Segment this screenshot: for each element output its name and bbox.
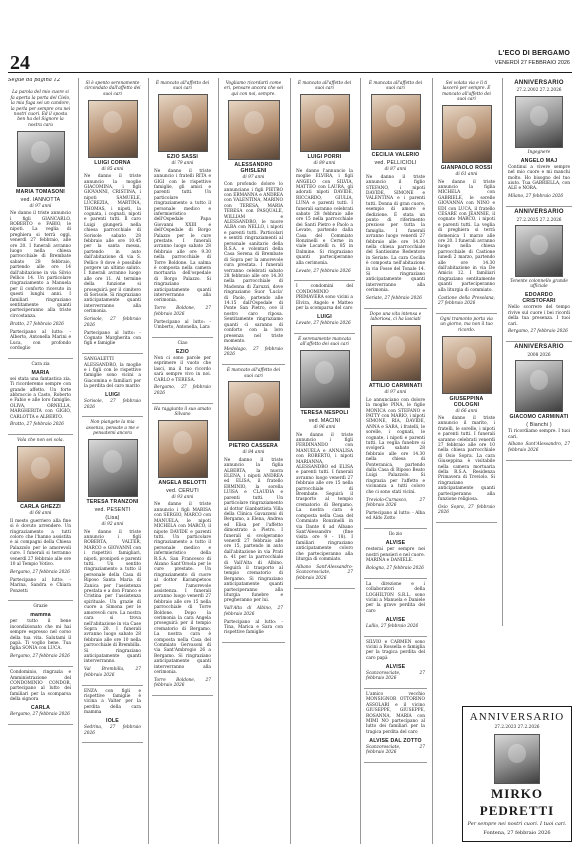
notice-text: resterai per sempre nei nostri pensieri e nel cuore. MARINA e DANIELE. [366,547,425,563]
notice-signature: Scanzorosciate, 27 febbraio 2026 [366,670,425,682]
notice-heading: È mancato all'affetto dei suoi cari [155,81,210,92]
notice-heading: Cara zia [31,361,50,367]
notice-heading: È mancato all'affetto dei suoi cari [226,368,281,379]
notice-signature: Sorisole, 27 febbraio 2026 [84,399,141,410]
anniversary-pedretti [462,706,572,842]
deceased-name: LUIGI CORNA [94,159,131,166]
notice-signature: Bologna, 27 febbraio 2026 [366,565,424,571]
notice-rossi [436,78,497,314]
deceased-age: di 89 anni [313,161,336,167]
notice-text: Ne danno il triste annuncio la moglie GIACOMINA, i figli GIOVANNI, CRISTINA, i nipoti SAMUELE, LUCREZIA, MARTINA, THOMAS, i nipoti, la cognata, i cognati, nipoti e parenti tutti. Il caro Luigi giungerà nella chiesa parrocchiale di Sorisole sabato 28 febbraio alle ore 10.45 per la santa messa, partendo in auto dall'abitazione di via S. Pellico 8 dove è possibile porgere un ultimo saluto. I funerali avranno luogo alle ore 11. Al termine della funzione si proseguirà per il cimitero di Sorisole. Si ringraziano anticipatamente quanti interverranno alla cerimonia. [84,174,141,315]
notice-zia-maria [8,359,73,436]
notice-ghezzi [8,435,73,601]
notice-heading: Grazie [33,604,48,610]
deceased-age: di 97 anni [384,390,407,396]
notice-participants: Partecipano al lutto: - Tina, Marica e Sara con rispettive famiglie [224,619,283,636]
deceased-name: ATTILIO CARMINATI [368,383,423,390]
anniversary-text: Per sempre nei nostri cuori. I tuoi cari. [467,821,567,827]
deceased-name: ANGELO MAJ [520,157,558,164]
deceased-maiden: ved. PELLICIOLI [374,160,417,167]
column-1 [8,78,76,844]
notice-text: Ne danno il triste annuncio i figli MARISA con SERGIO, MARCO con MANUELA, le nipoti MICHELA con MARCO, il nipote DAVIDE e parenti tutti. Un particolare ringraziamento a tutto il personale medico e infermieristico della R.S.A. San Francesco di Alzano Sant'Orsola per le cure prestate. Un ringraziamento di cuore al dottor Karampetsos per l'amorevole assistenza. I funerali avranno luogo venerdì 27 febbraio alle ore 15 nella parrocchiale di Torre Boldone. Dopo la cerimonia la cara Angela proseguirà per il tempio crematorio di Bergamo. La nostra cara è composta nella Casa del Commiato Gervasoni di via Sant'Ambrogio 26 a Bergamo. Si ringraziano anticipatamente quanti interverranno alla cerimonia. [154,502,211,676]
deceased-age: di 61 anni [455,172,478,178]
notice-silvio-carmen [364,637,427,689]
notice-sassi [152,78,213,338]
notice-ghisleni [222,78,285,365]
anniversary-title: ANNIVERSARIO [514,344,564,351]
deceased-maiden: ved. CERUTI [166,488,199,495]
notice-valerio [364,78,427,309]
notice-heading: Si è spento serenamente circondato dall'affetto dei suoi cari [84,81,141,97]
notice-enza [82,686,143,744]
deceased-name: GIUSEPPINA COLOGNI [449,395,484,408]
notice-text: Ne danno il triste annuncio il figlio STEFANO, i nipoti DAVIDE, SIMONE e VALENTINA e i parenti tutti. Donna di gran cuore, esempio di amore e dedizione. È stata un punto di riferimento prezioso per tutta la famiglia. I funerali avranno luogo venerdì 27 febbraio alle ore 14.30 nella chiesa parrocchiale del Santissimo Redentore in Seriate. La cara Cecilia è composta nell'abitazione in via Fosse del Tonale 14. Si ringraziano anticipatamente quanti interverranno alla cerimonia. [366,174,425,294]
header-rule [8,72,572,73]
deceased-name: EZIO [176,348,189,355]
notice-text: Ne danno il triste annuncio il marito, i fratelli, le sorelle, i nipoti e parenti tutti. I funerali saranno celebrati venerdì 27 febbraio alle ore 10 nella chiesa parrocchiale di Osio Sopra. La cara Giuseppina è visitabile nella camera mortuaria della R.S.A. Residenza Primavera di Treviolo. Si ringraziano anticipatamente quanti parteciperanno alla funzione religiosa. [438,416,495,503]
notice-heading: È mancato all'affetto dei suoi cari [297,81,352,92]
deceased-name: TERESA TRANZONI [86,499,139,506]
deceased-age: di 68 anni [29,511,52,517]
deceased-age: di 85 anni [101,166,124,172]
notice-text: per tutto il bene incondizionato che mi hai sempre espresso nel corso della tua vita. Salutami il papà. Ti voglio bene. Tua figlia SONIA con LUCA. [10,619,71,652]
notice-heading: Ingegnere [527,149,551,155]
notice-heading: Tenente colonnello grande ufficiale [510,278,568,290]
deceased-age: di 92 anni [101,522,124,528]
notice-zio-alvise [364,529,427,579]
notice-text: Con profondo dolore lo annunciano i figli PIETRO con ERMANNA e ANDREA con VALENTINA, MARINO con TERESA, MARIA TERESA con PASQUALE, WILLIAM e ALESSANDRO, le nuore ALBA con NELLO, i nipoti e parenti tutti. Particolari e sentiti ringraziamenti al personale sanitario della R.S.A. e volontari della Casa Serena di Brembate di Sopra per la amorevole cura prestata. I funerali verranno celebrati sabato 28 febbraio alle ore 14.30 nella parrocchiale di Madonna di Zaruzzi, dove ringraziamo Suor 'Lucia' di Paolo, partendo alle 14.15 dall'Ospedale di Ponte San Pietro, ove il nostro caro riposa. Sentitamente ringraziamo quanti ci saranno di conforto con la loro presenza nel triste momento. [224,182,283,344]
deceased-age: di 79 anni [171,161,194,167]
portrait-photo [17,446,65,502]
notice-corna [82,78,143,354]
notice-signature: Sedrina, 27 febbraio 2026 [84,725,141,736]
notice-condor [8,667,73,725]
notice-tomasoni [8,87,73,358]
portrait-photo [515,360,563,412]
notice-loghilton [364,579,427,637]
deceased-age: di 96 anni [313,425,336,431]
notice-sangaletti [82,354,143,417]
deceased-name: MARIA [31,369,50,376]
portrait-photo [228,100,280,160]
notice-heading: È mancata all'affetto dei suoi cari [368,81,423,92]
portrait-photo [228,381,280,441]
notice-participants: Partecipano al lutto: - Alberto, Antonella Marini e Luca, con profondo cordoglio [10,329,71,351]
notice-heading: È serenamente mancata all'affetto dei suoi cari [298,336,351,348]
notice-assolari [364,689,427,763]
anniversary-cristofari [506,207,572,342]
anniversary-dates: 2008 2026 [527,352,551,358]
anniversary-dates: 27.2.2025 27.2.2026 [516,217,562,223]
notice-text: Condominio, ringrazia e Amministrazione del CONDOMINIO CONDOR, partecipano al lutto dei familiari per la scomparsa della signora [10,670,71,703]
notice-cologni [436,314,497,523]
notice-signature: Bergamo, 27 febbraio 2026 [10,712,70,718]
portrait-photo [88,439,138,497]
notice-heading: Ciao [177,341,188,346]
notice-participants: Partecipano al lutto: - Umberto, Antonella, Lara [154,319,211,331]
notice-grazie-mamma [8,601,73,667]
notice-porri [294,78,355,281]
notice-signature: Levate, 27 febbraio 2026 [296,268,351,274]
notice-text: Ne danno il triste annuncio la figlia MICHELA con GABRIELE, le sorelle GIOVANNA con NINO e EDI con LUCA, il fratello CESARE con JEANNIE, il cognato MARCO, i nipoti e parenti tutti. La veglia di preghiera si terrà domenica 1 marzo alle ore 20. I funerali avranno luogo nella chiesa parrocchiale di Castione lunedì 2 marzo, partendo alle ore 14.30 dall'abitazione in via De Amicis 12. I familiari ringraziano sentitamente quanti parteciperanno alla liturgia di commiato. [438,179,495,293]
deceased-maiden: ved. PESENTI [94,507,131,514]
notice-primavera [294,281,355,333]
notice-signature: Bergamo, 27 febbraio 2026 [10,654,70,660]
portrait-photo [515,96,563,148]
notice-ciao-ezio [152,338,213,404]
deceased-name: TERESA NESPOLI [300,410,349,417]
notice-text: sei stata una fantastica zia. Ti ricorderemo sempre con grande affetto. Un forte abbraccio a Casto, Roberto e Fabio e alle loro famiglie. OLIVA, ORNELLA, MARGHERITA con GIGIO, CARLOTTA e ALBERTO. [10,376,71,420]
portrait-photo [17,131,65,187]
portrait-photo [300,350,350,408]
notice-heading: Ha raggiunto il suo amato Silvano [154,406,211,418]
notice-text: Ne danno l'annuncio la moglie ELVIRA, i figli ANGELO con SILVIA, MATTEO con LAURA, gli adorati nipoti DAVIDE, RICCARDO, GIULIA, LUNA e parenti tutti. I funerali saranno celebrati sabato 28 febbraio alle ore 15 nella parrocchiale dei Santi Pietro e Paolo a Levate, partendo dalla Casa del Commiato Ronzinelli e Cerne in viale Locatelli n. 85 in Dalmine. Si ringraziano quanti parteciperanno alla cerimonia. [296,168,353,266]
anniversary-title: ANNIVERSARIO [514,209,564,216]
page-number: 24 [10,52,30,74]
portrait-photo [371,325,421,381]
notice-belotti [152,404,213,697]
notice-text: Ne danno il triste annuncio i figli GIANCARLO, ROBERTO e FABIO, le nipoti. La veglia di preghiera si terrà oggi, venerdì 27 febbraio, alle ore 20. I funerali avranno luogo nella chiesa parrocchiale di Brembate sabato 28 febbraio, partendo alle ore 14 dall'abitazione in via Silvio Pellico 14. Un particolare ringraziamento a Manuela per il conforto ricevuto in questi lunghi anni. I familiari ringraziano sentitamente quanti parteciperanno alla triste circostanza. [10,211,71,319]
notice-signature: Levate, 27 febbraio 2026 [296,320,351,326]
deceased-name: ALVISE DAL ZOTTO [369,737,422,744]
notice-tranzoni [82,417,143,685]
notice-text: SANGALETTI ALESSANDRO, la moglie e i figli con le rispettive famiglie sono vicini a Giacomina e familiari per la perdita del caro marito [84,357,141,390]
notice-signature: Medolago, 27 febbraio 2026 [224,346,283,358]
notice-signature: Bergamo, 27 febbraio 2026 [508,329,568,335]
notice-signature: Treviolo-Curnasco, 27 febbraio 2026 [366,497,425,508]
notice-signature: Bergamo, 27 febbraio 2026 [154,385,211,396]
notice-text: Ne danno il triste annuncio i figli ROBERTA, VALTER, MARCO e GIOVANNI con i rispettivi famigliari, nipoti, pronipoti e parenti tutti. Un sentito ringraziamento a tutto il personale della Casa di Riposo Santa Maria di Zanica per l'assistenza prestata e a don Franco e Cristina per l'assistenza spirituale. Un grazie di cuore a Simona per le amorevoli cure. La nostra cara si trova nell'abitazione in via Case Sopra 20. I funerali avranno luogo sabato 28 febbraio alle ore 10 nella parrocchiale di Brembilla. Si ringraziano anticipatamente quanti interverranno. [84,529,141,665]
column-3 [148,78,216,844]
notice-signature: Albano Sant'Alessandro, 27 febbraio 2026 [508,442,570,453]
notice-signature: Torre Boldone, 27 febbraio 2026 [154,306,211,317]
deceased-age: di 87 anni [384,167,407,173]
anniversary-signature: Fontena, 27 febbraio 2026 [483,830,551,836]
notice-signature: Torre Boldone, 27 febbraio 2026 [154,677,211,689]
notice-text: I condomini del CONDOMINIO PRIMAVERA sono vicini a Elvira, Angelo e Matteo per la scomparsa del caro [296,284,353,312]
portrait-photo [158,420,208,478]
notice-text: Continui a vivere sempre nel mio cuore e mi manchi molto. Ho bisogno del tuo aiuto. Tua GABRIELLA, con ALE e NORA. [508,164,570,192]
notice-text: SILVIO e CARMEN sono vicini a Rossella e famiglia per la tragica perdita del caro papà [366,639,425,661]
anniversary-dates: 27.2.2023 27.2.2026 [494,725,540,730]
notice-participants: Partecipano al lutto: - Cognato Margherita con figli e famiglie [84,330,141,347]
column-4 [218,78,288,844]
newspaper-name: L'ECO DI BERGAMO [498,50,570,57]
notice-nespoli [294,334,355,589]
deceased-name: ALVISE [385,663,406,670]
deceased-name: LUIGI [317,313,332,320]
deceased-name: CECILIA VALERIO [371,152,420,159]
notice-signature: Bratto, 27 febbraio 2026 [10,321,64,327]
portrait-photo [515,225,563,277]
page-header [0,0,580,74]
portrait-photo [158,94,208,152]
notice-quote: Sei volata via e lì ti lascerò per sempre. È mancato all'affetto dei suoi cari [442,81,491,103]
notice-carminati-attilio [364,309,427,529]
notice-signature: Albano Sant'Alessandro-Scanzorosciate, 27 febbraio 2026 [296,564,353,581]
deceased-maiden: ved. IANNOTTA [20,196,61,203]
notice-quote: Ogni tramonto porta via un giorno, ma non il tuo ricordo. [440,316,493,333]
notice-text: ENZA con figli e rispettive famiglie è vicina a Valter per la perdita della cara mamma [84,688,141,716]
notice-text: Ti ricordiamo sempre. I tuoi cari. [508,429,570,440]
deceased-name: EZIO SASSI [166,154,199,161]
deceased-name: ALVISE [385,616,406,623]
anniversary-title: ANNIVERSARIO [469,711,565,723]
notice-signature: Milano, 27 febbraio 2026 [508,194,564,200]
anniversary-carminati-giacomo [506,342,572,460]
notice-quote: La parola del mio cuore si fa aperta la porta del Cielo, la mia fuga sei un candore, la perla per sempre ora nei nostri cuori. Ed il sposta ben ha del Signore la nostra cara [10,90,71,128]
notice-participants: Partecipano al lutto: - Alba ed Aldo Zotto [366,510,425,522]
column-6 [360,78,430,844]
deceased-name: CARLA [30,705,51,712]
portrait-photo [494,734,540,784]
anniversary-title: ANNIVERSARIO [514,80,564,86]
portrait-photo [442,336,492,394]
deceased-age: di 93 anni [171,495,194,501]
deceased-age: di 66 anni [455,408,478,414]
notice-text: Non ci sono parole per esprimere il vuoto che lasci, ma il tuo ricordo sarà sempre vivo in noi. CARLO e TERESA. [154,355,211,383]
notice-quote: Non piangete la mia assenza, pensate a me e pensatemi ancora [86,420,139,437]
anniversary-dates: 27.2.2002 27.2.2026 [516,88,562,94]
portrait-photo [442,105,492,163]
deceased-nickname: ( Bianchi ) [526,422,552,429]
notice-signature: Seriate, 27 febbraio 2026 [366,296,422,302]
notice-text: Nello scorrere del tempo rivive sul cuore i bei ricordi della tua presenza. I tuoi cari. [508,305,570,327]
notice-heading: Dopo una vita intensa e laboriosa, ci ha lasciati [369,312,422,323]
deceased-name: PIETRO CASSERA [229,443,278,450]
deceased-first-name: MIRKO [491,786,543,801]
notice-text: Ne danno il triste annuncio i figli FERDINANDO con MANUELA e ANNALISA con ROBERTO, i nipoti MARIANNA, ALESSANDRO ed ELISA e parenti tutti. I funerali avranno luogo venerdì 27 febbraio alle ore 15 nella parrocchiale di Brembate. Seguirà il trasporto al tempio crematorio di Bergamo. La nostra cara è composta nella Casa del Commiato Ronzinelli in via Dante 6 ad Albano Sant'Alessandro (fine visita ore 9 - 18). I familiari ringraziano anticipatamente coloro che parteciperanno alla liturgia di commiato. [296,432,353,562]
deceased-age: di 97 anni [242,174,265,180]
notice-signature: Castione della Presolana, 27 febbraio 2026 [438,295,495,306]
deceased-age: di 84 anni [242,450,265,456]
notice-signature: Sorisole, 27 febbraio 2026 [84,317,141,328]
notice-text: Ne danno il triste annuncio la figlia ALBERTA, la nuora ELENA, i nipoti ANDREA ed ELISA, il fratello ERMINIO, la sorella LUISA e CLAUDIA e parenti tutti. Un particolare ringraziamento al dottor Gianbattista Villa della Clinica Gavazzeni di Bergamo, a Elena, Andrea ed Elisa per l'affetto dimostrato a Pietro. I funerali si svolgeranno venerdì 27 febbraio alle ore 15, partendo in auto dall'abitazione in via Prati n. 41 per la parrocchiale di Vall'Alta di Albino. Seguirà il trasporto al tempio crematorio di Bergamo. Si ringraziano anticipatamente quanti parteciperanno alla liturgia funebre e pregheranno per lui. [224,457,283,604]
deceased-name: ALESSANDRO GHISLENI [234,161,273,174]
deceased-name: IOLE [106,718,119,725]
deceased-name: GIANPAOLO ROSSI [440,165,493,172]
deceased-age: di 97 anni [29,203,52,209]
deceased-name: LUIGI [105,392,120,399]
deceased-name: CARLA GHEZZI [20,504,61,511]
portrait-photo [371,94,421,150]
notice-signature: Lallio, 27 febbraio 2026 [366,623,419,629]
portrait-photo [300,94,350,152]
notice-text: Lo annunciano con dolore la moglie PINA, le figlie MONICA con STEFANO e PATTY con MARIO, i nipoti SIMONE, RIA, DAVIDE, ANNA e SARA, i fratelli, le sorelle, i cognati, le cognate, i nipoti e parenti tutti. La veglia funebre si svolgerà sabato 28 febbraio alle ore 14.30 nella chiesa di Ponteranica, partendo dalla Casa di Riposo Beato Luigi Palazzolo. Si ringrazia per l'affetto e vicinanza a tutti coloro che ci sono stati vicini. [366,397,425,495]
deceased-name: MARIA TOMASONI [16,188,65,195]
notice-signature: Bergamo, 27 febbraio 2026 [10,569,70,575]
notice-quote: Vogliamo ricordarti come eri, pensare ancora che sei qui con noi, sempre. [224,81,284,97]
anniversary-maj [506,78,572,207]
column-2 [78,78,146,844]
issue-date: VENERDÌ 27 FEBBRAIO 2026 [494,60,570,66]
obituaries-page [8,78,572,844]
notice-signature: Osio Sopra, 27 febbraio 2026 [438,505,495,516]
notice-quote: Vola che non sei sola. [17,438,64,444]
deceased-name: LUIGI PORRI [307,154,342,161]
notice-text: La direzione e i collaboratori della LOGHILTON S.R.L. sono vicini a Manuela e Daniele per la grave perdita del caro [366,581,425,614]
deceased-maiden: ved. MACINI [308,418,341,425]
notice-signature: Bratto, 27 febbraio 2026 [10,422,64,428]
deceased-name: GIACOMO CARMINATI [509,414,569,421]
notice-cassera [222,365,285,643]
deceased-name: ANGELA BELOTTI [158,480,207,487]
notice-signature: Val Brembilla, 27 febbraio 2026 [84,667,141,678]
notice-text: L'amico vecchio MONSIGNOR OTTORINO ASSOLARI e il vicino GIUSEPPE, GIUSEPPE, ROSANNA, MARIA con MIMI NO partecipano al lutto dei familiari per la tragica perdita del caro [366,692,425,735]
notice-signature: Vall'Alta di Albino, 27 febbraio 2026 [224,606,283,617]
column-8 [502,78,572,626]
deceased-alias: (Lisa) [105,515,120,522]
notice-signature: Scanzorosciate, 27 febbraio 2026 [366,744,425,756]
notice-participants: Partecipano al lutto: - Marina, Sandra e Chiara Ponzetti [10,577,71,594]
deceased-name: mamma [30,612,51,619]
deceased-name: ALVISE [385,540,406,547]
notice-text: Il mesto guerriero alla fine si è dovuto arrendere. Un ringraziamento a tutti coloro che l'hanno assistita e ai compagni della Chiesa Palazzolo per le amorevoli cure. I funerali si terranno venerdì 27 febbraio alle ore 10 al Tempio Votivo. [10,518,71,567]
continued-label: Segue da pagina 12 [8,78,61,83]
deceased-name: EDOARDO CRISTOFARI [522,292,556,305]
notice-text: Ne danno il triste annuncio i fratelli RITA e GIGI con le rispettive famiglie, gli amici e parenti tutti. Un particolare ringraziamento a tutto il personale medico e infermieristico dell'Ospedale Papa Giovanni XXIII e dell'Ospedale di Borgo Palazzo per le cure prestate. I funerali avranno luogo sabato 28 febbraio alle ore 9.30 nella parrocchiale di Torre Boldone. La salma è composta nella camera mortuaria dell'ospedale di Borgo Palazzo. Si ringraziano anticipatamente quanti interverranno alla cerimonia. [154,168,211,304]
notice-heading: Ilo zio [388,532,403,538]
deceased-last-name: PEDRETTI [479,803,555,818]
portrait-photo [88,100,138,158]
column-5 [290,78,358,844]
